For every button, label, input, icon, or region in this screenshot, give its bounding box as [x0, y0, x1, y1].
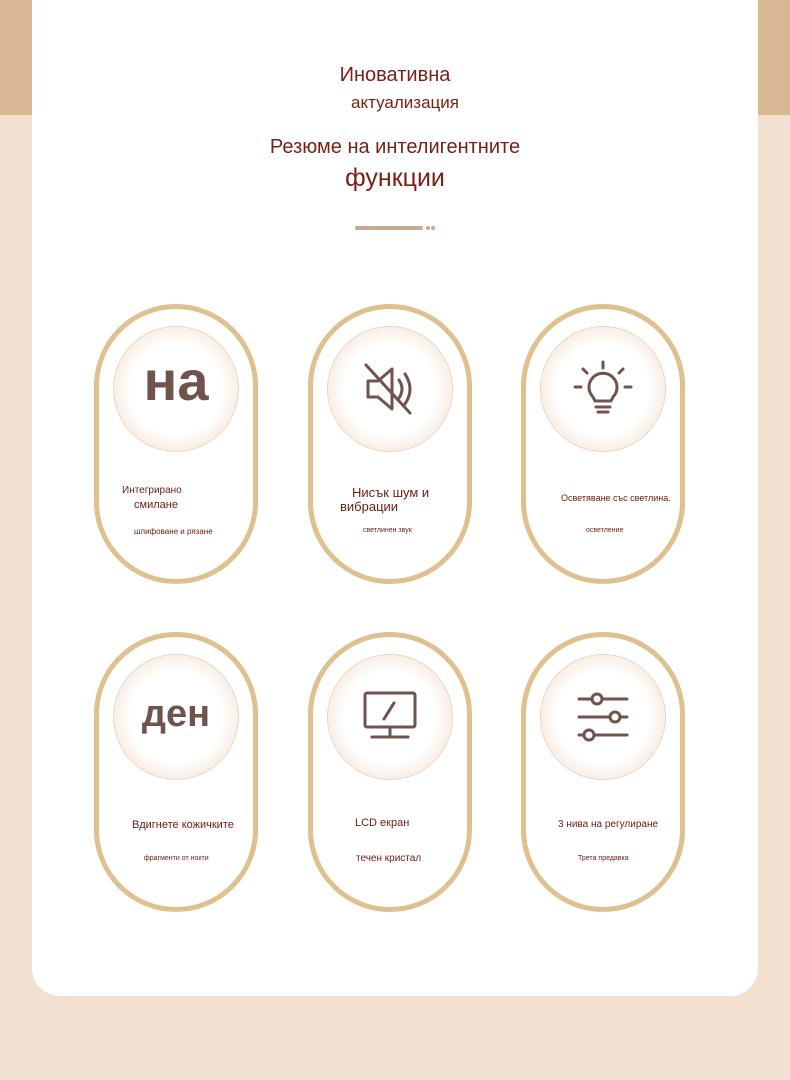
feature-big-text: на [143, 349, 209, 412]
feature-title-line-1: Нисък шум и [352, 485, 430, 500]
feature-subtitle: фрагменти от нокти [144, 855, 209, 862]
lightbulb-icon [571, 359, 635, 419]
headline-line-4: функции [345, 164, 445, 192]
feature-title-line-2: вибрации [340, 499, 399, 514]
divider-dot [426, 226, 430, 230]
feature-title: LCD екран [355, 817, 410, 829]
divider-dot [431, 226, 435, 230]
feature-card-grinding [94, 304, 258, 584]
feature-title-line-1: Интегрирано [122, 485, 182, 496]
feature-icon-circle [541, 655, 665, 779]
feature-title: Вдигнете кожичките [132, 819, 234, 831]
headline-line-1: Иновативна [339, 64, 451, 86]
feature-card-lighting [521, 304, 685, 584]
feature-subtitle: светлинен звук [363, 527, 412, 534]
feature-card-low-noise [308, 304, 472, 584]
feature-subtitle: осветление [586, 527, 624, 534]
headline-line-3: Резюме на интелигентните [269, 136, 521, 158]
feature-card-lcd [308, 632, 472, 912]
feature-card-cuticles [94, 632, 258, 912]
feature-subtitle: шлифоване и рязане [134, 527, 213, 536]
feature-icon-circle [328, 327, 452, 451]
feature-title-line-2: смилане [134, 499, 178, 511]
feature-title: 3 нива на регулиране [558, 819, 659, 830]
feature-subtitle: Трета предавка [578, 855, 629, 862]
title-divider [355, 226, 423, 230]
feature-icon-circle [541, 327, 665, 451]
feature-icon-circle [114, 655, 238, 779]
monitor-icon [360, 689, 420, 745]
feature-icon-circle [328, 655, 452, 779]
feature-big-text: ден [141, 693, 211, 735]
feature-subtitle: течен кристал [356, 853, 422, 864]
headline-line-2: актуализация [351, 93, 459, 112]
sliders-icon [573, 687, 633, 747]
feature-card-adjustment [521, 632, 685, 912]
speaker-muted-icon [360, 359, 420, 419]
feature-icon-circle [114, 327, 238, 451]
feature-title: Осветяване със светлина. [561, 493, 671, 503]
